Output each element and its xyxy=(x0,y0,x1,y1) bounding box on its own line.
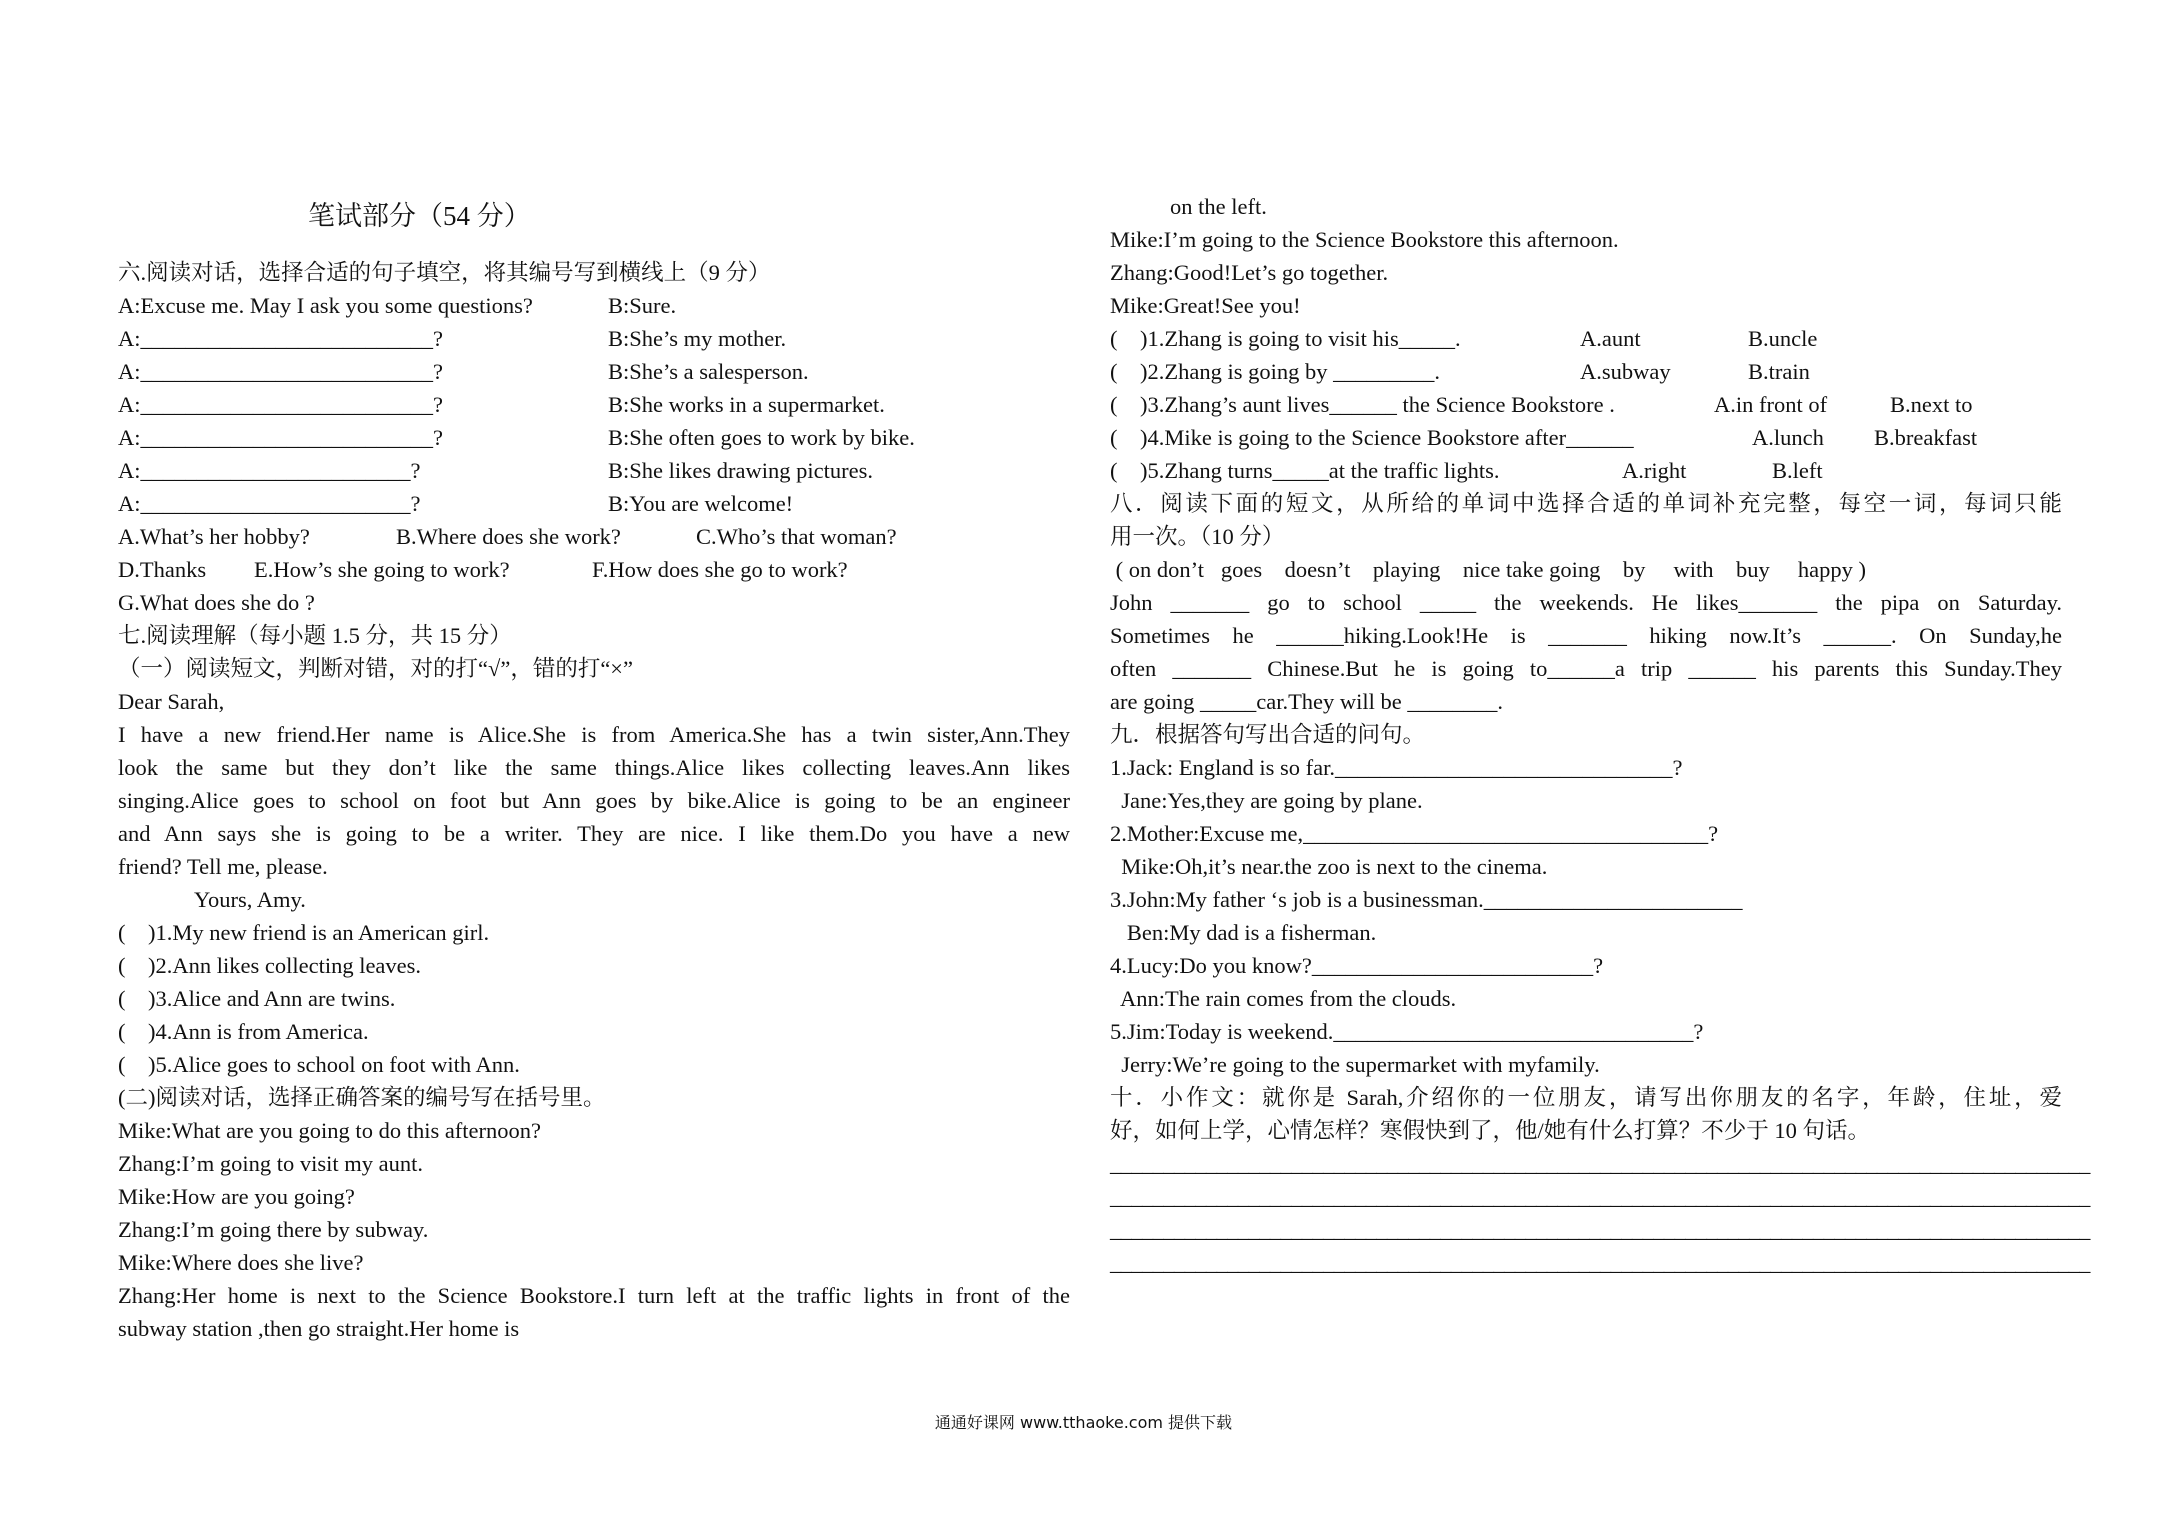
writing-line: ____________________________________________________________________________________________ xyxy=(1110,1250,2090,1275)
answer-line: Ben:My dad is a fisherman. xyxy=(1110,920,1377,945)
question-line: 1.Jack: England is so far.______________________________? xyxy=(1110,755,1683,780)
writing-line: ____________________________________________________________________________________________ xyxy=(1110,1184,2090,1209)
choice-option-a: A.subway xyxy=(1580,359,1671,384)
dialogue-blank-line: A:________________________? xyxy=(118,458,421,483)
section-9-heading: 九．根据答句写出合适的问句。 xyxy=(1110,722,1426,747)
dialogue-blank-line: A:________________________? xyxy=(118,491,421,516)
part-2-heading: (二)阅读对话，选择正确答案的编号写在括号里。 xyxy=(118,1085,606,1110)
question-line: 2.Mother:Excuse me,____________________________________? xyxy=(1110,821,1719,846)
dialogue-line: Zhang:Her home is next to the Science Bookstore.I turn left at the traffic lights in front of the xyxy=(118,1283,1070,1308)
choice-question: ( )5.Zhang turns_____at the traffic lights. xyxy=(1110,458,1500,483)
option-f: F.How does she go to work? xyxy=(592,557,848,582)
choice-option-b: B.next to xyxy=(1890,392,1973,417)
option-d: D.Thanks xyxy=(118,557,207,582)
dialogue-line: Mike:Great!See you! xyxy=(1110,293,1301,318)
dialogue-answer-line: B:She likes drawing pictures. xyxy=(608,458,873,483)
letter-line: singing.Alice goes to school on foot but Ann goes by bike.Alice is going to be an engineer xyxy=(118,788,1070,813)
answer-line: Jerry:We’re going to the supermarket with myfamily. xyxy=(1110,1052,1600,1077)
letter-line: and Ann says she is going to be a writer. They are nice. I like them.Do you have a new xyxy=(118,821,1070,846)
passage-line: John _______ go to school _____ the weekends. He likes_______ the pipa on Saturday. xyxy=(1110,590,2062,615)
option-c: C.Who’s that woman? xyxy=(696,524,897,549)
judge-item: ( )2.Ann likes collecting leaves. xyxy=(118,953,422,978)
dialogue-answer-line: B:She often goes to work by bike. xyxy=(608,425,915,450)
choice-option-b: B.train xyxy=(1748,359,1810,384)
dialogue-b-line: B:Sure. xyxy=(608,293,677,318)
option-b: B.Where does she work? xyxy=(396,524,621,549)
dialogue-answer-line: B:She’s a salesperson. xyxy=(608,359,809,384)
answer-line: Jane:Yes,they are going by plane. xyxy=(1110,788,1423,813)
dialogue-blank-line: A:__________________________? xyxy=(118,392,443,417)
letter-line: look the same but they don’t like the same things.Alice likes collecting leaves.Ann likes xyxy=(118,755,1070,780)
answer-line: Mike:Oh,it’s near.the zoo is next to the cinema. xyxy=(1110,854,1548,879)
dialogue-line: Zhang:I’m going to visit my aunt. xyxy=(118,1151,423,1176)
word-bank: ( on don’t goes doesn’t playing nice take going by with buy happy ) xyxy=(1110,557,1866,582)
letter-line: I have a new friend.Her name is Alice.She is from America.She has a twin sister,Ann.They xyxy=(118,722,1070,747)
choice-option-b: B.left xyxy=(1772,458,1823,483)
option-g: G.What does she do ? xyxy=(118,590,315,615)
section-8-heading-cont: 用一次。（10 分） xyxy=(1110,524,1285,549)
dialogue-line: Zhang:Good!Let’s go together. xyxy=(1110,260,1389,285)
choice-question: ( )1.Zhang is going to visit his_____. xyxy=(1110,326,1461,351)
letter-signoff: Yours, Amy. xyxy=(194,887,306,912)
dialogue-line: Zhang:I’m going there by subway. xyxy=(118,1217,429,1242)
judge-item: ( )5.Alice goes to school on foot with Ann. xyxy=(118,1052,520,1077)
section-10-heading: 十．小作文：就你是 Sarah,介绍你的一位朋友，请写出你朋友的名字，年龄，住址，爱 xyxy=(1110,1085,2062,1110)
choice-option-b: B.uncle xyxy=(1748,326,1818,351)
question-line: 4.Lucy:Do you know?_________________________? xyxy=(1110,953,1604,978)
choice-option-a: A.aunt xyxy=(1580,326,1641,351)
choice-option-a: A.right xyxy=(1622,458,1687,483)
dialogue-line: Mike:I’m going to the Science Bookstore this afternoon. xyxy=(1110,227,1619,252)
page-footer: 通通好课网 www.tthaoke.com 提供下载 xyxy=(934,1413,1233,1432)
dialogue-line: Mike:How are you going? xyxy=(118,1184,355,1209)
choice-option-a: A.lunch xyxy=(1752,425,1824,450)
choice-question: ( )3.Zhang’s aunt lives______ the Science Bookstore . xyxy=(1110,392,1615,417)
writing-line: ____________________________________________________________________________________________ xyxy=(1110,1151,2090,1176)
judge-item: ( )4.Ann is from America. xyxy=(118,1019,369,1044)
dialogue-line: subway station ,then go straight.Her home is xyxy=(118,1316,520,1341)
passage-line: are going _____car.They will be ________. xyxy=(1110,689,1504,714)
section-8-heading: 八．阅读下面的短文，从所给的单词中选择合适的单词补充完整，每空一词，每词只能 xyxy=(1110,491,2062,516)
passage-line: often _______ Chinese.But he is going to______a trip ______ his parents this Sunday.They xyxy=(1110,656,2062,681)
judge-item: ( )3.Alice and Ann are twins. xyxy=(118,986,396,1011)
option-a: A.What’s her hobby? xyxy=(118,524,310,549)
dialogue-answer-line: B:She’s my mother. xyxy=(608,326,787,351)
dialogue-line: Mike:What are you going to do this afternoon? xyxy=(118,1118,542,1143)
dialogue-answer-line: B:She works in a supermarket. xyxy=(608,392,885,417)
section-6-heading: 六.阅读对话，选择合适的句子填空，将其编号写到横线上（9 分） xyxy=(118,260,771,285)
dialogue-a-line: A:Excuse me. May I ask you some questions? xyxy=(118,293,533,318)
answer-line: Ann:The rain comes from the clouds. xyxy=(1110,986,1457,1011)
dialogue-line: Mike:Where does she live? xyxy=(118,1250,364,1275)
part-1-heading: （一）阅读短文，判断对错，对的打“√”，错的打“×” xyxy=(118,656,633,681)
choice-option-b: B.breakfast xyxy=(1874,425,1978,450)
letter-line: friend? Tell me, please. xyxy=(118,854,328,879)
dialogue-line: on the left. xyxy=(1170,194,1267,219)
paper-title: 笔试部分（54 分） xyxy=(308,201,531,231)
choice-question: ( )4.Mike is going to the Science Bookstore after______ xyxy=(1110,425,1634,450)
question-line: 5.Jim:Today is weekend.________________________________? xyxy=(1110,1019,1704,1044)
section-10-heading-cont: 好，如何上学，心情怎样？寒假快到了，他/她有什么打算？不少于 10 句话。 xyxy=(1110,1118,1871,1143)
writing-line: ____________________________________________________________________________________________ xyxy=(1110,1217,2090,1242)
dialogue-answer-line: B:You are welcome! xyxy=(608,491,794,516)
letter-salutation: Dear Sarah, xyxy=(118,689,225,714)
section-7-heading: 七.阅读理解（每小题 1.5 分，共 15 分） xyxy=(118,623,512,648)
dialogue-blank-line: A:__________________________? xyxy=(118,425,443,450)
choice-question: ( )2.Zhang is going by _________. xyxy=(1110,359,1440,384)
dialogue-blank-line: A:__________________________? xyxy=(118,359,443,384)
judge-item: ( )1.My new friend is an American girl. xyxy=(118,920,490,945)
dialogue-blank-line: A:__________________________? xyxy=(118,326,443,351)
question-line: 3.John:My father ‘s job is a businessman._______________________ xyxy=(1110,887,1743,912)
passage-line: Sometimes he ______hiking.Look!He is _______ hiking now.It’s ______. On Sunday,he xyxy=(1110,623,2062,648)
choice-option-a: A.in front of xyxy=(1714,392,1828,417)
option-e: E.How’s she going to work? xyxy=(254,557,510,582)
